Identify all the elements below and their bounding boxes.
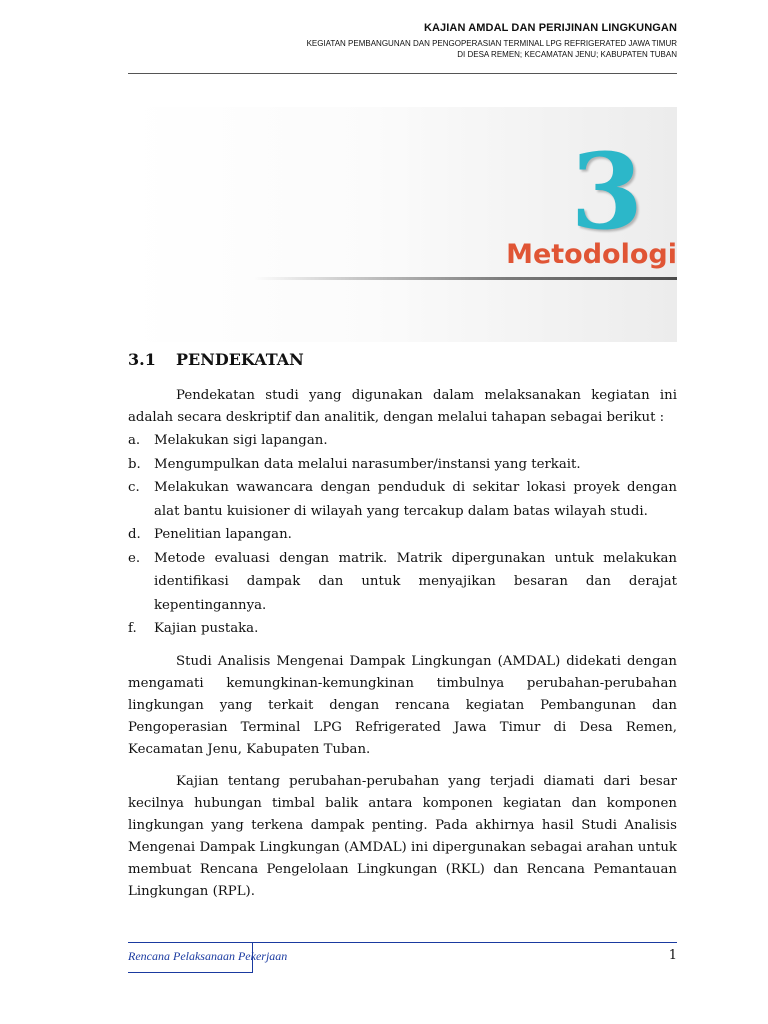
chapter-banner [128,107,677,342]
list-item [128,547,677,618]
list-item [128,617,677,641]
list-item [128,429,677,453]
list-item-text: Mengumpulkan data melalui narasumber/instansi yang terkait. [154,456,581,472]
chapter-title: Metodologi [506,239,677,270]
list-item-text: Kajian pustaka. [154,621,259,636]
chapter-number: 3 [570,130,643,253]
list-item-text: Melakukan sigi lapangan. [154,433,328,448]
section-heading [128,348,677,372]
body-paragraph: Studi Analisis Mengenai Dampak Lingkungan (AMDAL) didekati dengan mengamati kemungkinan-kemungkinan timbulnya perubahan-perubahan lingkungan yang terkait dengan rencana kegiatan Pembangunan dan Pengoperasian Terminal LPG Refrigerated Jawa Timur di Desa Remen, Kecamatan Jenu, Kabupaten Tuban. [128,653,677,757]
list-marker: f. [128,621,137,636]
chapter-underline [254,277,677,280]
running-header [307,22,677,60]
intro-paragraph: Pendekatan studi yang digunakan dalam melaksanakan kegiatan ini adalah secara deskriptif dan analitik, dengan melalui tahapan sebagai berikut : [128,388,677,425]
list-item [128,476,677,523]
body-paragraph: Kajian tentang perubahan-perubahan yang terjadi diamati dari besar kecilnya hubungan timbal balik antara komponen kegiatan dan komponen lingkungan yang terkena dampak penting. Pada akhirnya hasil Studi Analisis Mengenai Dampak Lingkungan (AMDAL) ini dipergunakan sebagai arahan untuk membuat Rencana Pengelolaan Lingkungan (RKL) dan Rencana Pemantauan Lingkungan (RPL). [128,773,677,899]
page-number: 1 [668,948,677,963]
section-number: 3.1 [128,350,156,369]
list-item-text: Melakukan wawancara dengan penduduk di sekitar lokasi proyek dengan alat bantu kuisioner di wilayah yang tercakup dalam batas wilayah studi. [154,480,677,519]
body-content [128,348,677,903]
list-marker: a. [128,433,141,448]
steps-list [128,429,677,641]
list-marker: c. [128,480,140,495]
list-item-text: Penelitian lapangan. [154,527,292,542]
list-marker: b. [128,456,141,472]
header-divider [128,73,677,74]
list-item [128,453,677,477]
list-marker: e. [128,550,141,566]
header-title: KAJIAN AMDAL DAN PERIJINAN LINGKUNGAN [423,22,677,34]
list-item-text: Metode evaluasi dengan matrik. Matrik dipergunakan untuk melakukan identifikasi dampak dan untuk menyajikan besaran dan derajat kepentingannya. [154,550,677,613]
list-item [128,523,677,547]
footer-label: Rencana Pelaksanaan Pekerjaan [128,949,288,963]
footer-label-box [128,942,288,973]
header-subtitle: KEGIATAN PEMBANGUNAN DAN PENGOPERASIAN TERMINAL LPG REFRIGERATED JAWA TIMUR [306,39,677,48]
list-marker: d. [128,527,141,542]
section-title: PENDEKATAN [176,350,304,369]
header-location: DI DESA REMEN; KECAMATAN JENU; KABUPATEN TUBAN [457,50,677,59]
